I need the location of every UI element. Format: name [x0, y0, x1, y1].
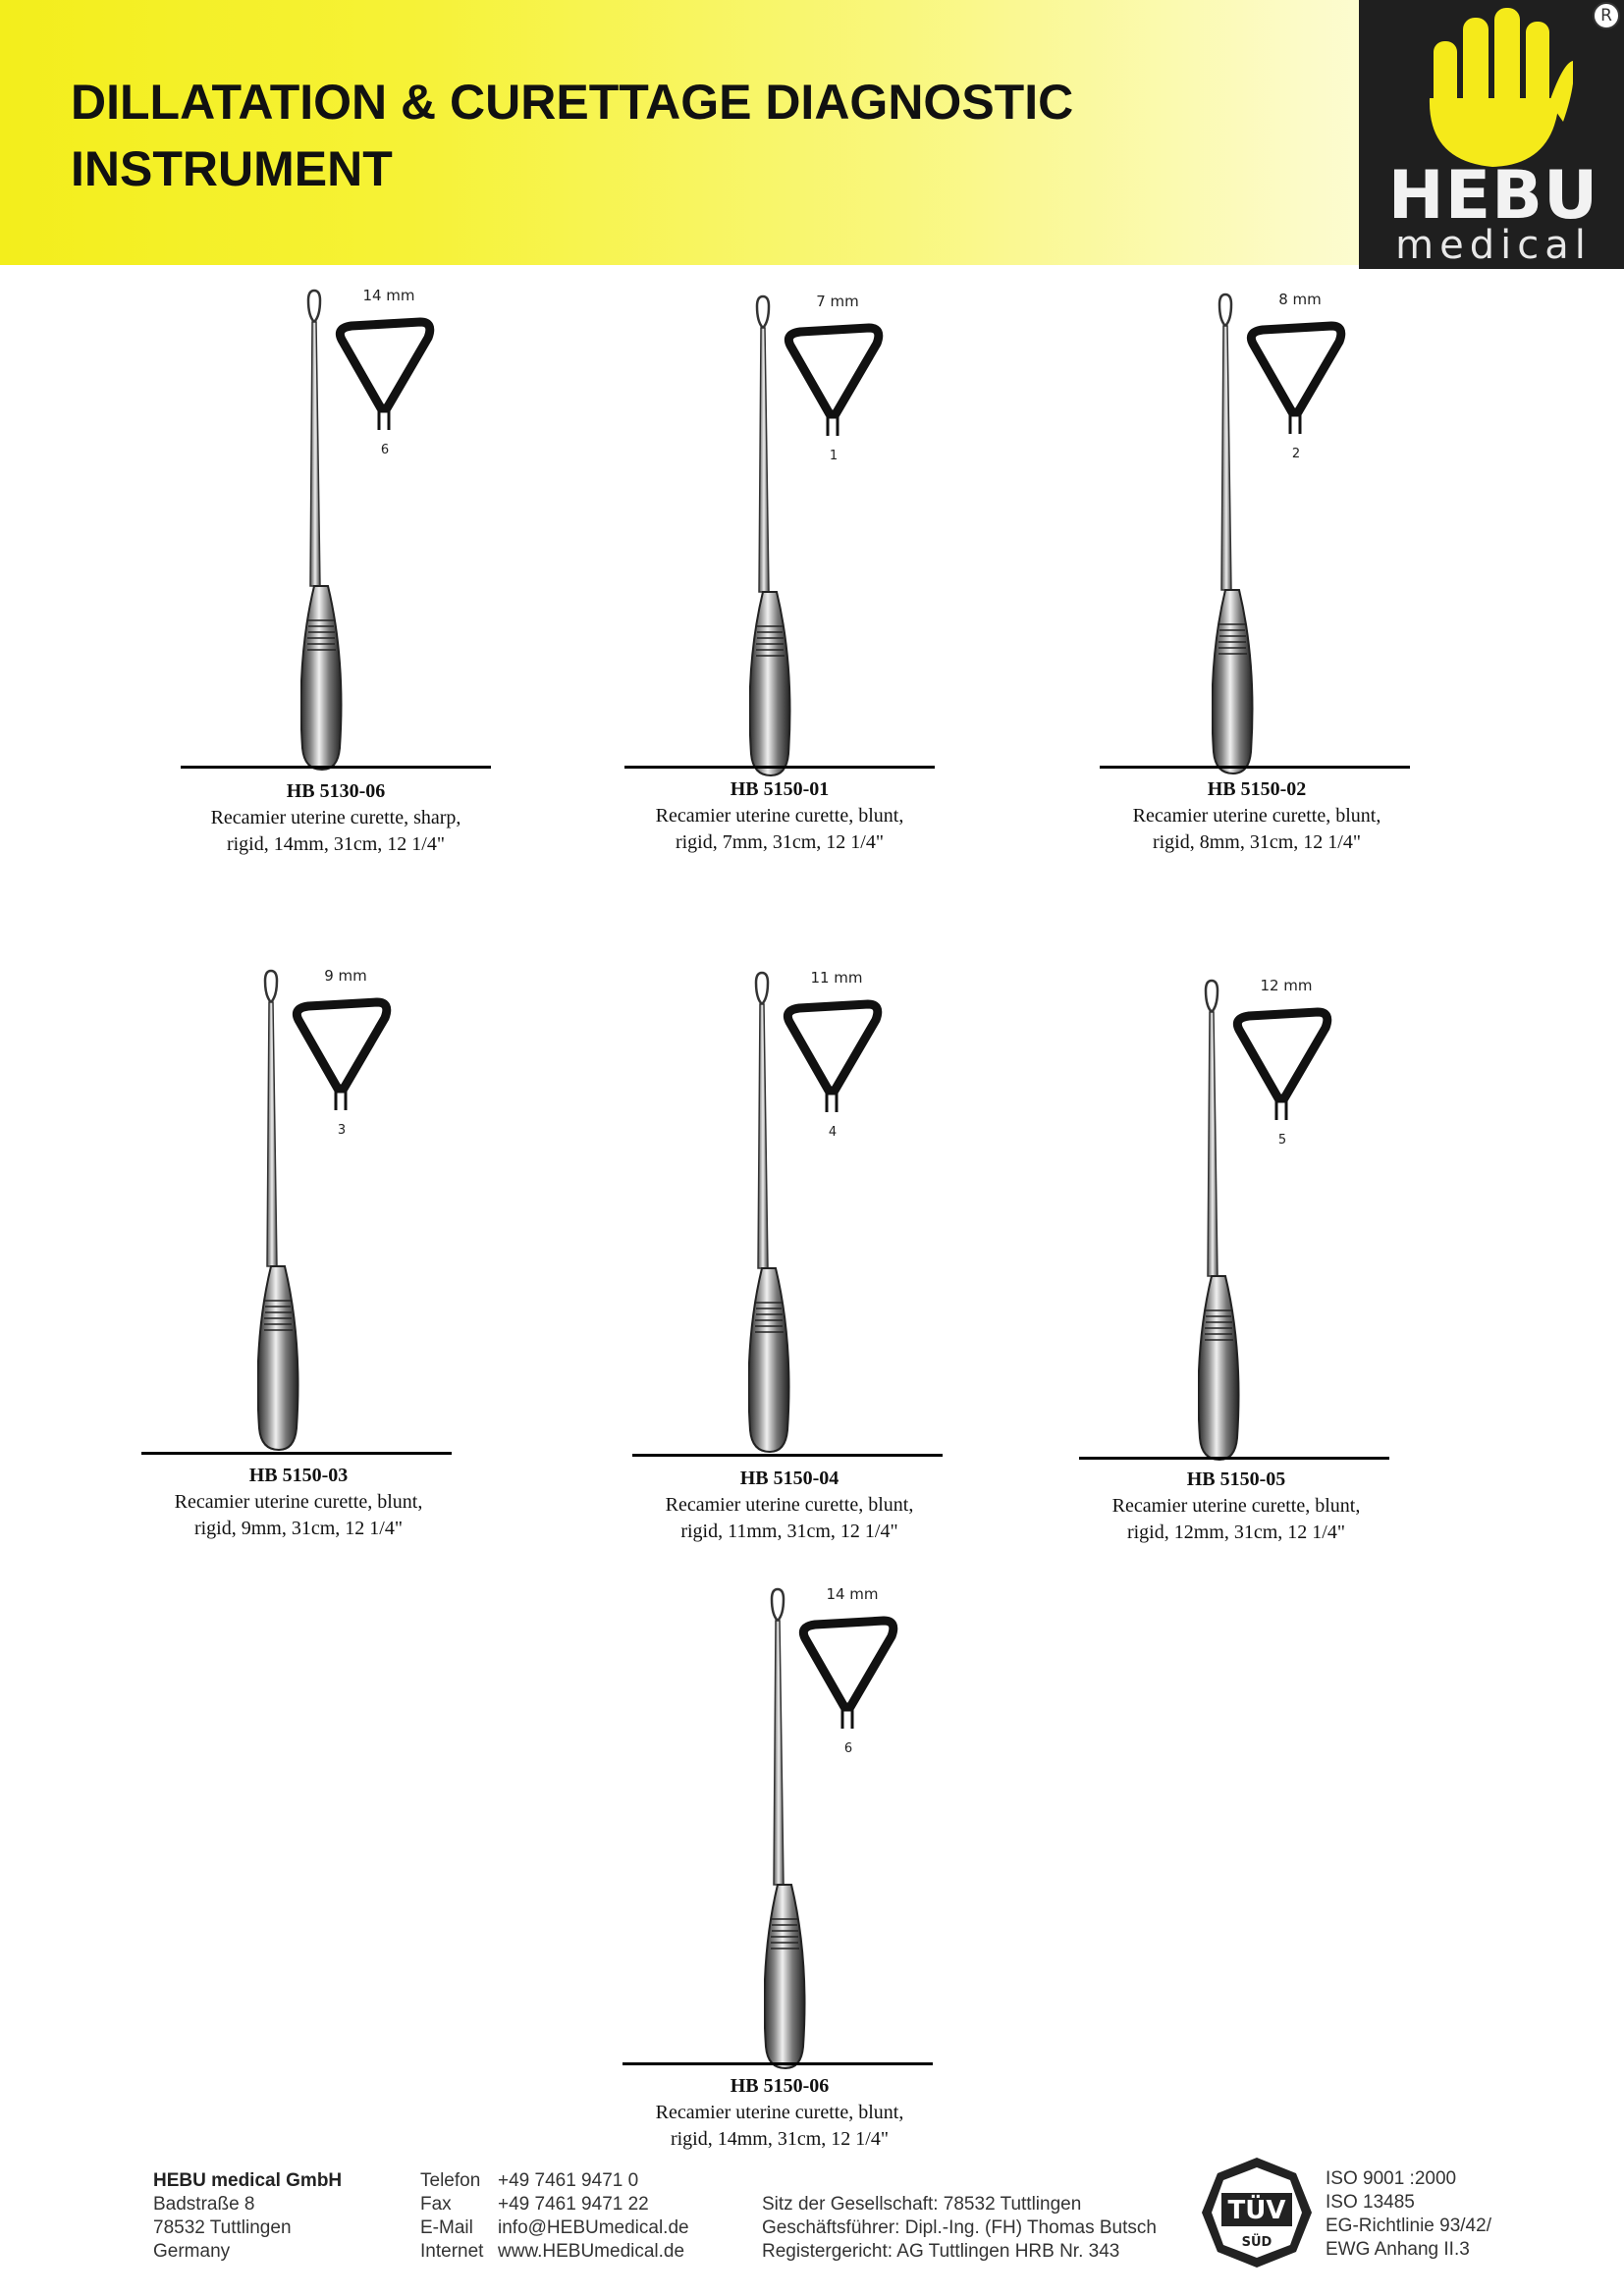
cert-eg-directive: EG-Richtlinie 93/42/ [1326, 2216, 1491, 2236]
caption-divider [1079, 1457, 1389, 1460]
product-description-line2: rigid, 12mm, 31cm, 12 1/4" [1126, 1522, 1346, 1543]
caption-divider [623, 2062, 933, 2065]
curette-size-label: 12 mm [1260, 977, 1313, 994]
footer-company: HEBU medical GmbH [153, 2170, 343, 2191]
footer-street: Badstraße 8 [153, 2194, 255, 2215]
footer-legal-register: Registergericht: AG Tuttlingen HRB Nr. 343 [762, 2241, 1120, 2262]
curette-illustration [300, 287, 497, 777]
curette-illustration [749, 293, 946, 783]
figure-number-label: 1 [829, 449, 839, 463]
product-description-line1: Recamier uterine curette, blunt, [665, 1494, 914, 1516]
product-description-line2: rigid, 8mm, 31cm, 12 1/4" [1152, 831, 1362, 853]
footer-fax: +49 7461 9471 22 [498, 2194, 649, 2215]
curette-illustration [748, 969, 945, 1460]
product-code: HB 5150-01 [730, 778, 830, 800]
product-code: HB 5150-05 [1186, 1468, 1286, 1490]
caption-divider [632, 1454, 943, 1457]
product-description-line2: rigid, 9mm, 31cm, 12 1/4" [193, 1518, 404, 1539]
tuv-sub-label: SÜD [1241, 2235, 1272, 2250]
curette-size-label: 14 mm [362, 287, 415, 304]
curette-illustration [764, 1585, 960, 2076]
product-description-line1: Recamier uterine curette, blunt, [1111, 1495, 1361, 1517]
caption-divider [141, 1452, 452, 1455]
figure-number-label: 5 [1277, 1133, 1287, 1148]
product-code: HB 5130-06 [286, 780, 386, 802]
tuv-label: TÜV [1227, 2196, 1286, 2225]
header-banner [0, 0, 1624, 268]
product-code: HB 5150-02 [1207, 778, 1307, 800]
product-caption [1069, 1467, 1403, 1546]
footer-email-label: E-Mail [420, 2217, 473, 2238]
footer-web-label: Internet [420, 2241, 484, 2262]
page-title-line2: INSTRUMENT [71, 141, 393, 196]
figure-number-label: 2 [1291, 447, 1301, 461]
product-caption [169, 778, 503, 858]
product-caption [623, 1466, 956, 1545]
curette-size-label: 7 mm [816, 293, 859, 310]
cert-iso9001: ISO 9001 :2000 [1326, 2168, 1457, 2189]
product-code: HB 5150-03 [248, 1465, 349, 1486]
curette-size-label: 8 mm [1278, 291, 1322, 308]
product-description-line1: Recamier uterine curette, blunt, [174, 1491, 423, 1513]
footer-email[interactable]: info@HEBUmedical.de [498, 2217, 689, 2238]
caption-divider [624, 766, 935, 769]
curette-illustration [1198, 977, 1394, 1468]
product-description-line2: rigid, 14mm, 31cm, 12 1/4" [226, 833, 446, 855]
curette-illustration [1212, 291, 1408, 781]
figure-number-label: 4 [828, 1125, 838, 1140]
figure-number-label: 3 [337, 1123, 347, 1138]
cert-iso13485: ISO 13485 [1326, 2192, 1415, 2213]
tuv-certification-icon [1200, 2156, 1314, 2269]
product-description-line1: Recamier uterine curette, blunt, [655, 805, 904, 827]
product-caption [613, 2073, 947, 2153]
product-caption [132, 1463, 465, 1542]
product-description-line1: Recamier uterine curette, blunt, [1132, 805, 1381, 827]
product-description-line1: Recamier uterine curette, sharp, [210, 807, 461, 828]
product-description-line2: rigid, 11mm, 31cm, 12 1/4" [680, 1521, 898, 1542]
footer-legal-seat: Sitz der Gesellschaft: 78532 Tuttlingen [762, 2194, 1082, 2215]
footer-legal [762, 2193, 1157, 2264]
footer-web[interactable]: www.HEBUmedical.de [498, 2241, 685, 2262]
caption-divider [1100, 766, 1410, 769]
logo-subtitle: medical [1395, 223, 1592, 268]
product-description-line1: Recamier uterine curette, blunt, [655, 2102, 904, 2123]
cert-ewg-annex: EWG Anhang II.3 [1326, 2239, 1470, 2260]
footer-contact-labels [420, 2169, 499, 2264]
product-code: HB 5150-04 [739, 1468, 839, 1489]
footer-legal-director: Geschäftsführer: Dipl.-Ing. (FH) Thomas Butsch [762, 2217, 1157, 2238]
caption-divider [181, 766, 491, 769]
product-caption [613, 776, 947, 856]
figure-number-label: 6 [843, 1741, 853, 1756]
curette-size-label: 9 mm [324, 967, 367, 985]
curette-illustration [257, 967, 454, 1458]
page-title [71, 69, 1151, 202]
curette-size-label: 14 mm [826, 1585, 879, 1603]
curette-size-label: 11 mm [810, 969, 863, 987]
footer-city: 78532 Tuttlingen [153, 2217, 292, 2238]
product-code: HB 5150-06 [730, 2075, 830, 2097]
footer-certifications [1326, 2167, 1491, 2262]
footer-contact-values [498, 2169, 689, 2264]
page-title-line1: DILLATATION & CURETTAGE DIAGNOSTIC [71, 75, 1074, 130]
footer-country: Germany [153, 2241, 231, 2262]
hand-icon [1416, 4, 1573, 171]
hebu-logo [1359, 0, 1624, 269]
footer-address [153, 2169, 342, 2264]
registered-mark: R [1593, 2, 1620, 29]
footer-phone: +49 7461 9471 0 [498, 2170, 639, 2191]
footer-fax-label: Fax [420, 2194, 452, 2215]
logo-wordmark: HEBU [1387, 157, 1599, 235]
product-description-line2: rigid, 14mm, 31cm, 12 1/4" [670, 2128, 890, 2150]
figure-number-label: 6 [380, 443, 390, 457]
product-description-line2: rigid, 7mm, 31cm, 12 1/4" [675, 831, 885, 853]
product-caption [1090, 776, 1424, 856]
footer-phone-label: Telefon [420, 2170, 481, 2191]
